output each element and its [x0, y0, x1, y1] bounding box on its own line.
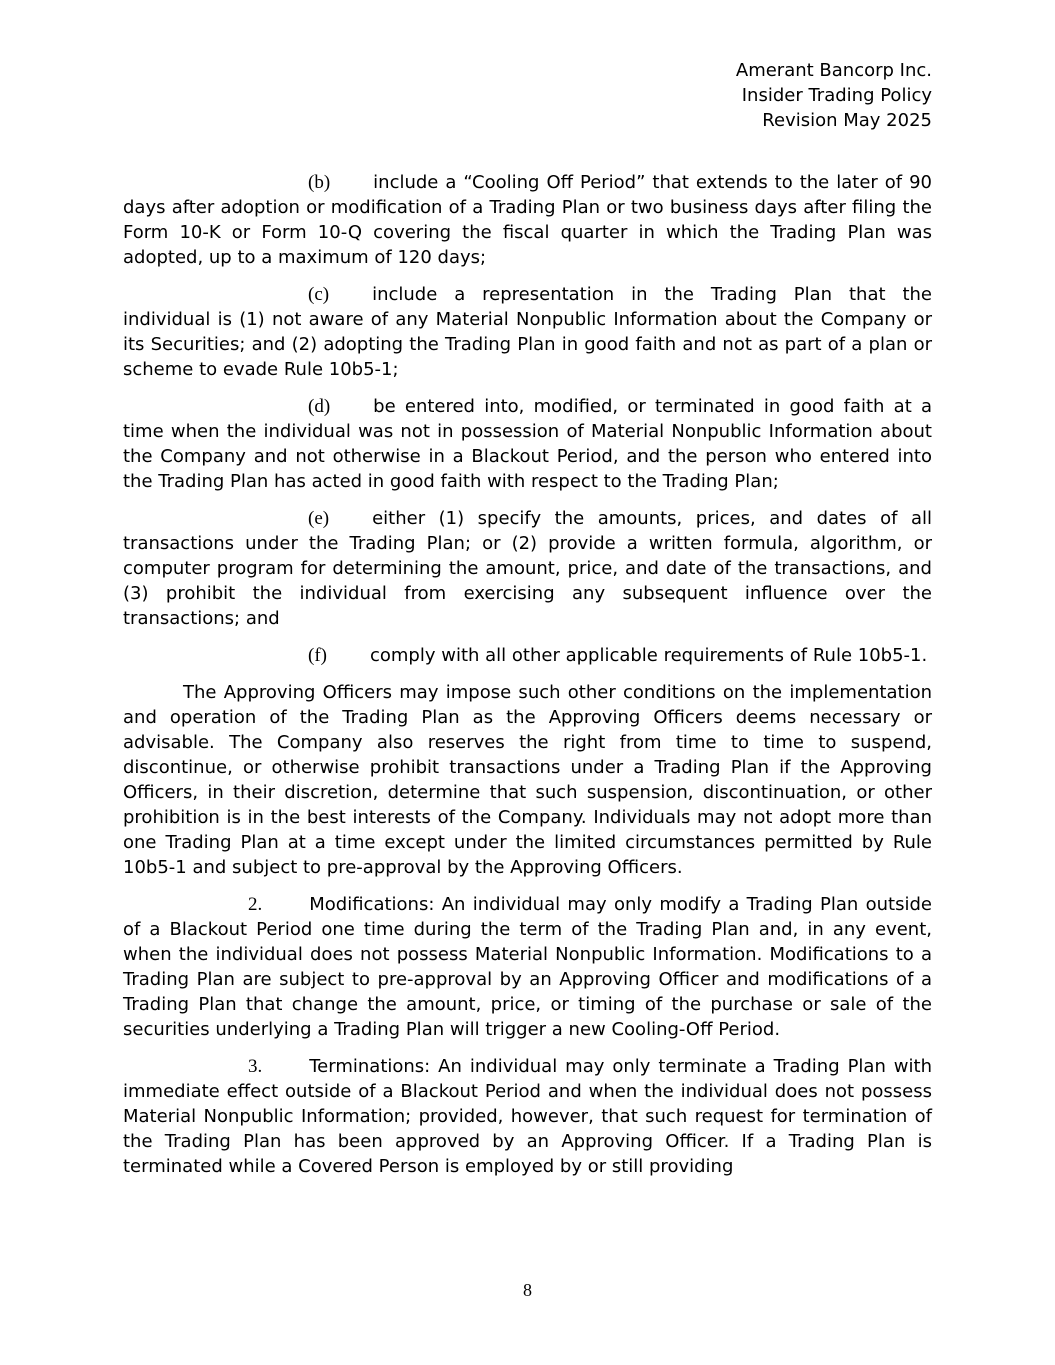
clause-e-text: either (1) specify the amounts, prices, and dates of all transactions under the Trading Plan; or (2) provide a written formula, algorithm, or computer program for determining the amount, price, and date of the transactions, and (3) prohibit the individual from exercising any subsequent influence over the transactions; and [123, 508, 932, 629]
clause-f-marker: (f) [308, 645, 327, 666]
clause-d [123, 394, 932, 494]
clause-d-marker: (d) [308, 396, 331, 417]
item-2-modifications [123, 892, 932, 1042]
item-2-marker: 2. [248, 894, 263, 915]
tab-spacer [329, 523, 372, 524]
page-footer [0, 1278, 1055, 1303]
page-number: 8 [523, 1280, 532, 1300]
clause-f [123, 643, 932, 668]
document-header [123, 58, 932, 133]
clause-e-marker: (e) [308, 508, 330, 529]
approving-officers-text: The Approving Officers may impose such other conditions on the implementation and operation of the Trading Plan as the Approving Officers deems necessary or advisable. The Company also reserves the right from time to time to suspend, discontinue, or otherwise prohibit transactions under a Trading Plan if the Approving Officers, in their discretion, determine that such suspension, discontinuation, or other prohibition is in the best interests of the Company. Individuals may not adopt more than one Trading Plan at a time except under the limited circumstances permitted by Rule 10b5-1 and subject to pre-approval by the Approving Officers. [123, 682, 932, 878]
header-revision-date: Revision May 2025 [762, 110, 932, 131]
tab-spacer [327, 660, 370, 661]
tab-spacer [330, 411, 373, 412]
document-body [123, 170, 932, 1179]
clause-e [123, 506, 932, 631]
clause-c [123, 282, 932, 382]
item-2-text: Modifications: An individual may only modify a Trading Plan outside of a Blackout Period one time during the term of the Trading Plan and, in any event, when the individual does not possess Material Nonpublic Information. Modifications to a Trading Plan are subject to pre-approval by an Approving Officer and modifications of a Trading Plan that change the amount, price, or timing of the purchase or sale of the securities underlying a Trading Plan will trigger a new Cooling-Off Period. [123, 894, 932, 1040]
clause-d-text: be entered into, modified, or terminated in good faith at a time when the individual was not in possession of Material Nonpublic Information about the Company and not otherwise in a Blackout Period, and the person who entered into the Trading Plan has acted in good faith with respect to the Trading Plan; [123, 396, 932, 492]
clause-b-text: include a “Cooling Off Period” that extends to the later of 90 days after adoption or modification of a Trading Plan or two business days after filing the Form 10-K or Form 10-Q covering the fiscal quarter in which the Trading Plan was adopted, up to a maximum of 120 days; [123, 172, 932, 268]
approving-officers-paragraph [123, 680, 932, 880]
clause-b-marker: (b) [308, 172, 331, 193]
clause-b [123, 170, 932, 270]
header-company-name: Amerant Bancorp Inc. [735, 60, 932, 81]
clause-c-marker: (c) [308, 284, 330, 305]
tab-spacer [262, 1071, 309, 1072]
tab-spacer [330, 187, 373, 188]
header-document-title: Insider Trading Policy [741, 85, 932, 106]
item-3-text: Terminations: An individual may only terminate a Trading Plan with immediate effect outside of a Blackout Period and when the individual does not possess Material Nonpublic Information; provided, however, that such request for termination of the Trading Plan has been approved by an Approving Officer. If a Trading Plan is terminated while a Covered Person is employed by or still providing [123, 1056, 932, 1177]
item-3-terminations [123, 1054, 932, 1179]
clause-c-text: include a representation in the Trading Plan that the individual is (1) not aware of any Material Nonpublic Information about the Company or its Securities; and (2) adopting the Trading Plan in good faith and not as part of a plan or scheme to evade Rule 10b5-1; [123, 284, 932, 380]
tab-spacer [329, 299, 372, 300]
item-3-marker: 3. [248, 1056, 263, 1077]
tab-spacer [262, 909, 309, 910]
clause-f-text: comply with all other applicable requirements of Rule 10b5-1. [369, 645, 928, 666]
